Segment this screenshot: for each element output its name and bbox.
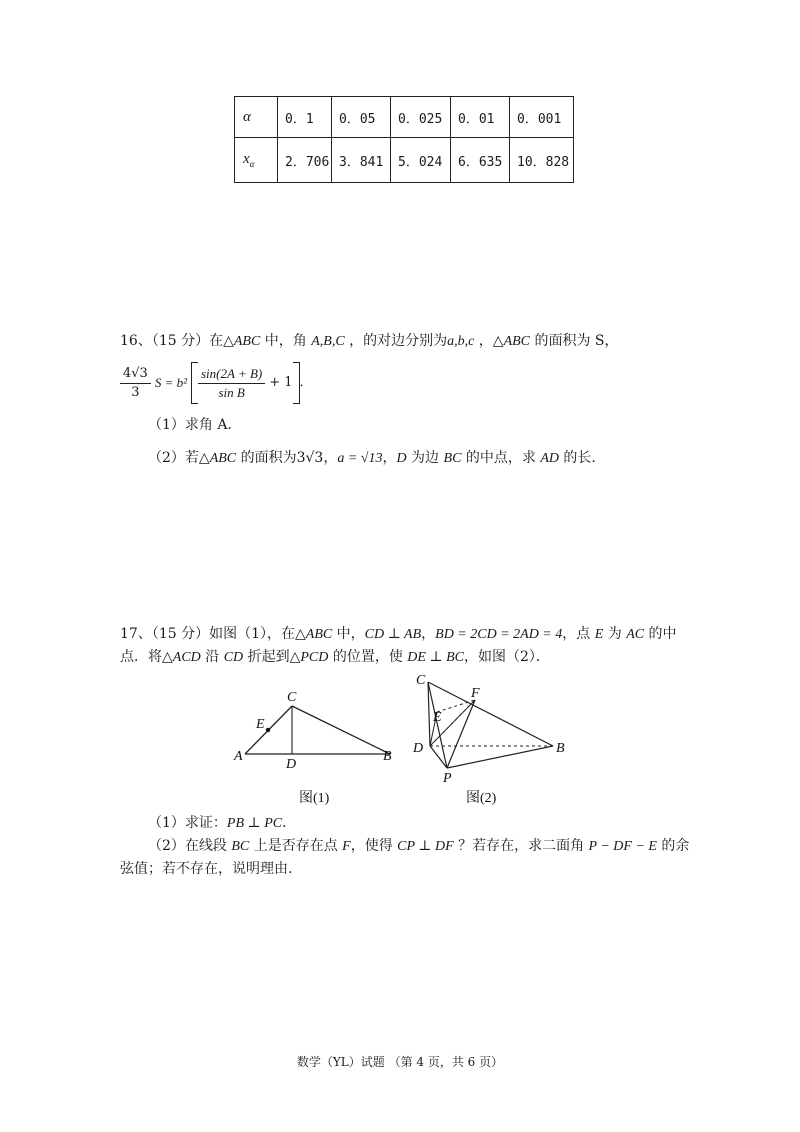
table-cell: 5．024 [391,138,451,183]
table-cell-header [235,138,278,183]
text: 中， [332,626,365,642]
table-cell: α [235,97,278,138]
table-cell: 10．828 [510,138,574,183]
fraction [198,366,265,401]
page-footer: 数学（YL）试题 （第 4 页，共 6 页） [296,1055,504,1069]
fig1-label-c: C [287,690,297,705]
q17-figures [225,668,570,810]
table-cell: 6．635 [451,138,510,183]
fig1-label-d: D [286,757,297,772]
q17-line1 [120,624,677,645]
math: PB ⊥ PC [226,816,283,831]
table-cell: 0．025 [391,97,451,138]
q17-part2-cont: 弦值；若不存在，说明理由. [120,861,293,877]
text: ． [299,375,313,390]
text: 上是否存在点 [249,838,343,854]
table-row [235,97,574,138]
q17-line2 [120,647,550,668]
math: A,B,C [311,334,345,349]
text: 16、（15 分）在 [120,333,224,349]
table-cell: 2．706 [278,138,332,183]
fraction-numerator: 4√3 [120,366,151,384]
table-cell-x: x [243,151,250,167]
text: ． [282,815,297,831]
critical-value-table [234,96,574,183]
q16-line1 [120,331,619,352]
math: a = √13 [337,451,383,466]
math: △ABC [492,334,531,349]
table-cell: 0．001 [510,97,574,138]
table-cell: 0．1 [278,97,332,138]
math: S = b² [154,375,187,390]
table-row [235,138,574,183]
left-bracket [191,362,198,404]
fig2-label-e: E [433,710,442,725]
text: ？若存在，求二面角 [453,838,589,854]
text: （2）在线段 [148,838,232,854]
q17-part1 [148,813,296,834]
fig2-label-c: C [416,673,426,688]
math: AC [626,627,645,642]
fig1-segment-cb [292,706,390,754]
text: ，点 [562,626,595,642]
text: ，的对边分别为 [344,333,448,349]
fig2-label-d: D [413,741,424,756]
fig2-caption: 图(2) [466,791,497,806]
fig1-label-a: A [234,749,243,764]
text: 为 [603,626,627,642]
fig2-segment-cb [428,682,553,746]
text: ，使得 [350,838,398,854]
math: F [342,839,351,854]
fig2-label-p: P [443,771,452,786]
fig1-label-b: B [383,749,392,764]
fig1-point-e [266,728,270,732]
text: 折起到 [243,649,290,665]
text: 中，角 [260,333,312,349]
math: CP ⊥ DF [397,839,454,854]
math: P − DF − E [588,839,657,854]
fraction-denominator: 3 [131,384,140,400]
table-cell-sub: α [249,159,255,169]
math: BC [231,839,250,854]
math: BC [443,451,462,466]
fig2-segment-fp [447,700,475,768]
math: E [594,627,604,642]
text: ， [421,626,436,642]
fig1-label-e: E [256,717,265,732]
text: ， [474,333,493,349]
math: BD = 2CD = 2AD = 4 [435,627,563,642]
fig2-label-f: F [471,686,480,701]
math: △ABC [198,451,237,466]
text: 的长. [558,450,596,466]
figure-1 [233,690,392,806]
text: ， [382,450,397,466]
math: D [396,451,407,466]
math: △ABC [223,334,261,349]
math: + 1 [269,375,293,390]
table-cell: 0．05 [332,97,391,138]
text: 沿 [200,649,224,665]
text: （2）若 [148,450,199,466]
fig2-segment-pb [447,746,553,768]
text: 的余 [656,838,690,854]
table-cell: 0．01 [451,97,510,138]
text: ，如图（2）． [464,649,550,665]
text: ， [323,450,338,466]
fraction-denominator: sin B [218,384,245,400]
text: 的中点，求 [461,450,541,466]
math: △ACD [162,650,201,665]
text: 的面积为 S， [530,333,619,349]
table-cell: 3．841 [332,138,391,183]
fig2-label-b: B [556,741,565,756]
q17-part2 [148,836,689,857]
math: AD [540,451,559,466]
text: 为边 [406,450,444,466]
text: （1）求证： [148,815,227,831]
fraction-numerator: sin(2A + B) [198,366,265,384]
figure-2 [412,673,565,806]
math: 3√3 [296,450,324,466]
text: 的面积为 [236,450,297,466]
q16-part2 [148,448,596,469]
fraction [120,366,151,401]
math: DE ⊥ BC [407,650,464,665]
text: 的中 [644,626,677,642]
math: △ABC [295,627,333,642]
text: 17、（15 分）如图（1），在 [120,626,295,642]
text: 的位置，使 [328,649,408,665]
math: CD ⊥ AB [364,627,422,642]
math: CD [223,650,244,665]
q16-formula [120,360,313,406]
right-bracket [293,362,300,404]
q16-part1: （1）求角 A． [148,417,242,433]
math: △PCD [289,650,329,665]
text: 点．将 [120,649,162,665]
fig1-caption: 图(1) [299,791,330,806]
math: a,b,c [447,334,475,349]
